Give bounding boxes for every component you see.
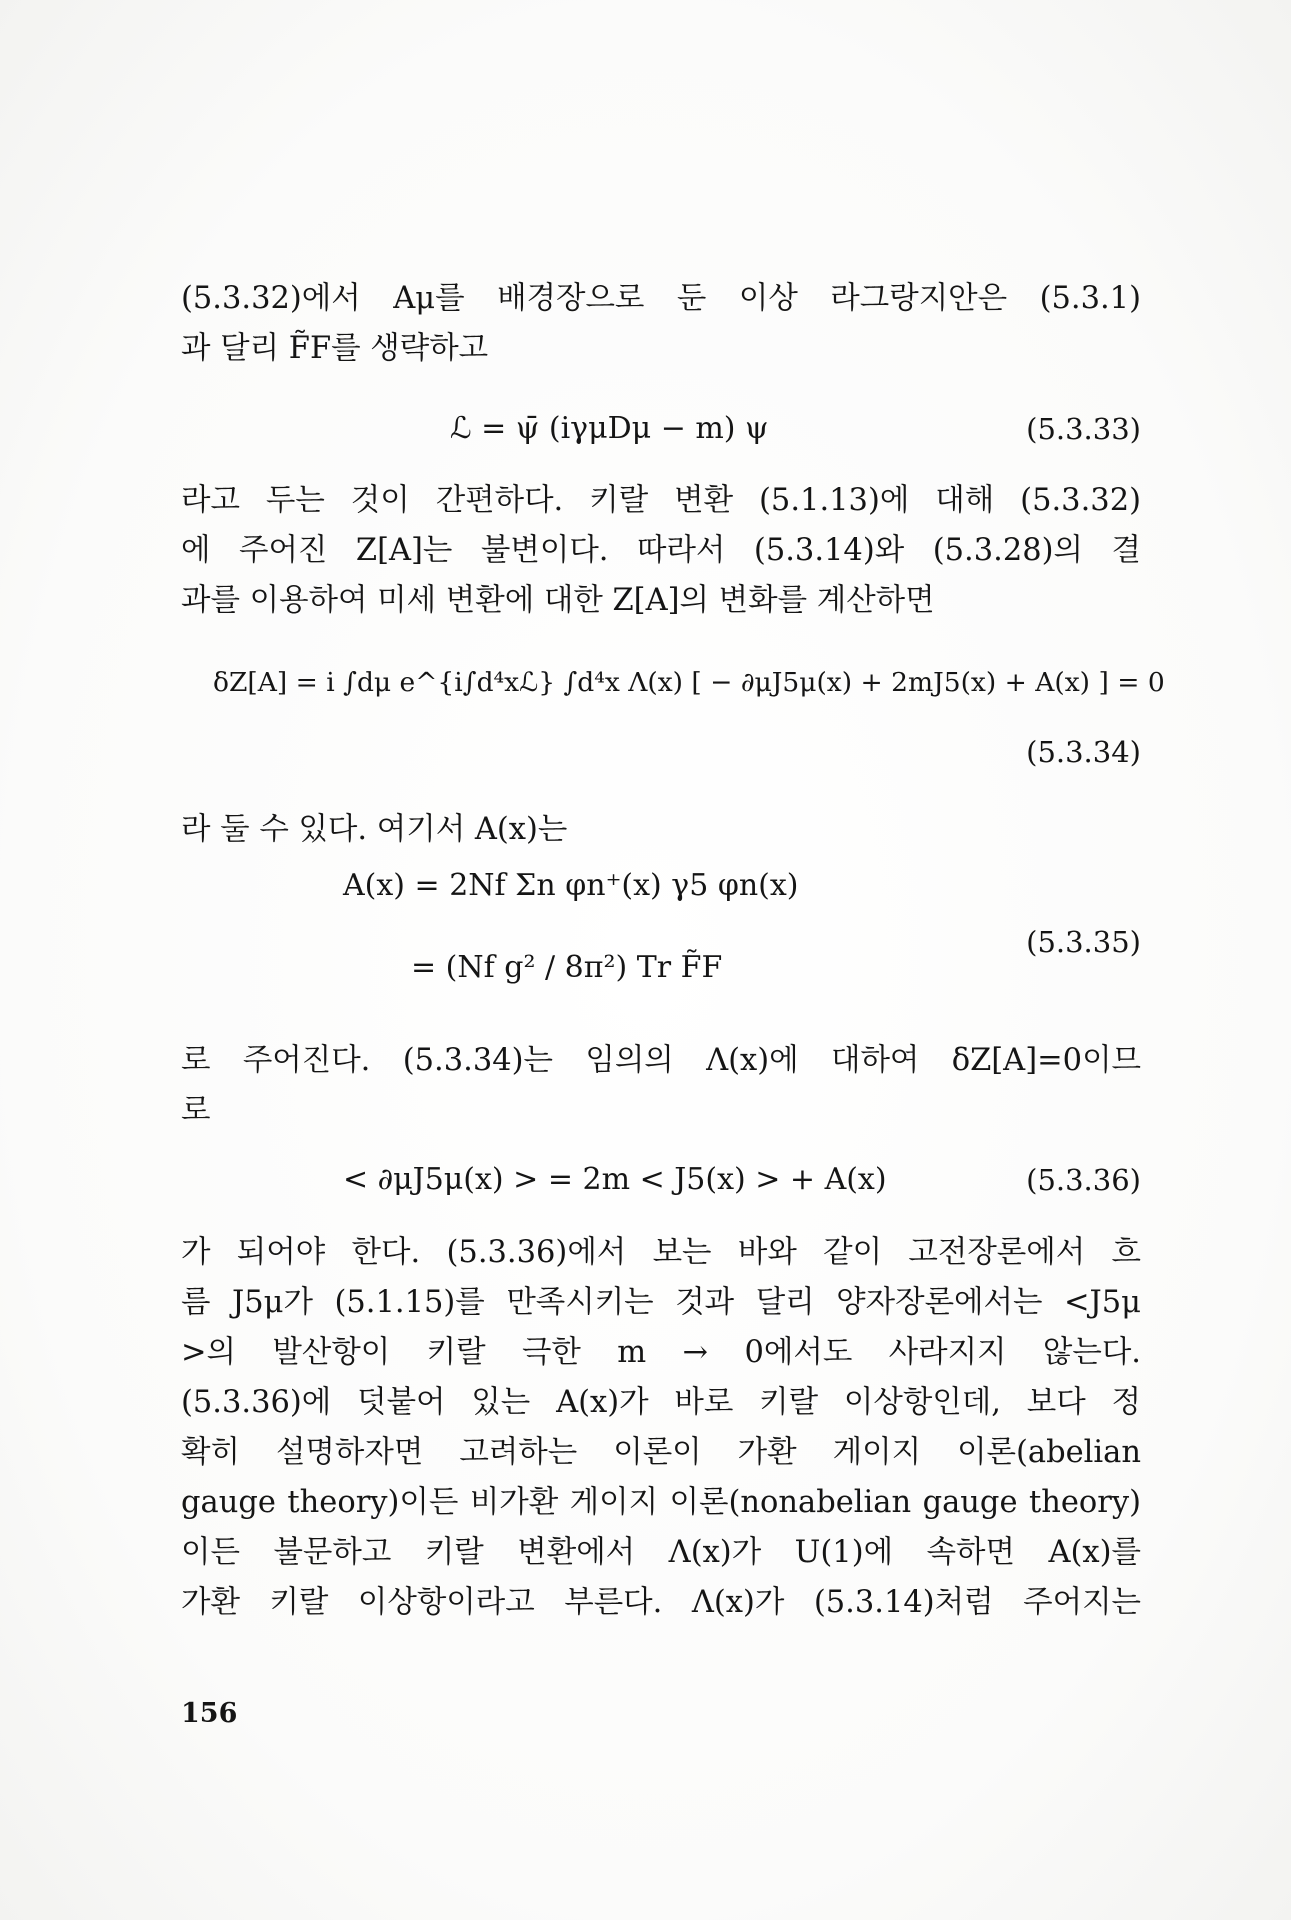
- text-line: 가환 키랄 이상항이라고 부른다. Λ(x)가 (5.3.14)처럼 주어지는: [181, 1585, 1141, 1620]
- text-line: 과 달리 F̃F를 생략하고: [181, 331, 489, 366]
- text-line: >의 발산항이 키랄 극한 m → 0에서도 사라지지 않는다.: [181, 1335, 1141, 1370]
- page-number: 156: [181, 1698, 238, 1729]
- text-line: 라고 두는 것이 간편하다. 키랄 변환 (5.1.13)에 대해 (5.3.32): [181, 483, 1141, 518]
- text-line: 라 둘 수 있다. 여기서 A(x)는: [181, 812, 568, 847]
- text-line: 름 J5μ가 (5.1.15)를 만족시키는 것과 달리 양자장론에서는 <J5μ: [181, 1285, 1141, 1320]
- equation-5-3-34: δZ[A] = i ∫dμ e^{i∫d⁴xℒ} ∫d⁴x Λ(x) [ − ∂μJ5μ(x) + 2mJ5(x) + A(x) ] = 0: [213, 667, 1165, 698]
- text-line: 과를 이용하여 미세 변환에 대한 Z[A]의 변화를 계산하면: [181, 583, 935, 618]
- equation-number: (5.3.36): [1026, 1163, 1141, 1197]
- equation-5-3-33: ℒ = ψ̄ (iγμDμ − m) ψ: [450, 411, 769, 446]
- text-line: (5.3.32)에서 Aμ를 배경장으로 둔 이상 라그랑지안은 (5.3.1): [181, 281, 1141, 316]
- text-line: 에 주어진 Z[A]는 불변이다. 따라서 (5.3.14)와 (5.3.28)의 결: [181, 533, 1141, 568]
- equation-5-3-35-line2: = (Nf g² / 8π²) Tr F̃F: [411, 950, 723, 985]
- text-line: 확히 설명하자면 고려하는 이론이 가환 게이지 이론(abelian: [181, 1435, 1141, 1470]
- equation-5-3-35-line1: A(x) = 2Nf Σn φn⁺(x) γ5 φn(x): [343, 868, 799, 903]
- equation-number: (5.3.34): [1026, 735, 1141, 769]
- equation-5-3-36: < ∂μJ5μ(x) > = 2m < J5(x) > + A(x): [343, 1162, 887, 1197]
- text-line: 로 주어진다. (5.3.34)는 임의의 Λ(x)에 대하여 δZ[A]=0이므: [181, 1043, 1141, 1078]
- text-line: gauge theory)이든 비가환 게이지 이론(nonabelian gauge theory): [181, 1485, 1141, 1520]
- text-line: (5.3.36)에 덧붙어 있는 A(x)가 바로 키랄 이상항인데, 보다 정: [181, 1385, 1141, 1420]
- equation-number: (5.3.33): [1026, 412, 1141, 446]
- text-line: 로: [181, 1093, 211, 1128]
- text-line: 이든 불문하고 키랄 변환에서 Λ(x)가 U(1)에 속하면 A(x)를: [181, 1535, 1141, 1570]
- text-line: 가 되어야 한다. (5.3.36)에서 보는 바와 같이 고전장론에서 흐: [181, 1235, 1141, 1270]
- equation-number: (5.3.35): [1026, 925, 1141, 959]
